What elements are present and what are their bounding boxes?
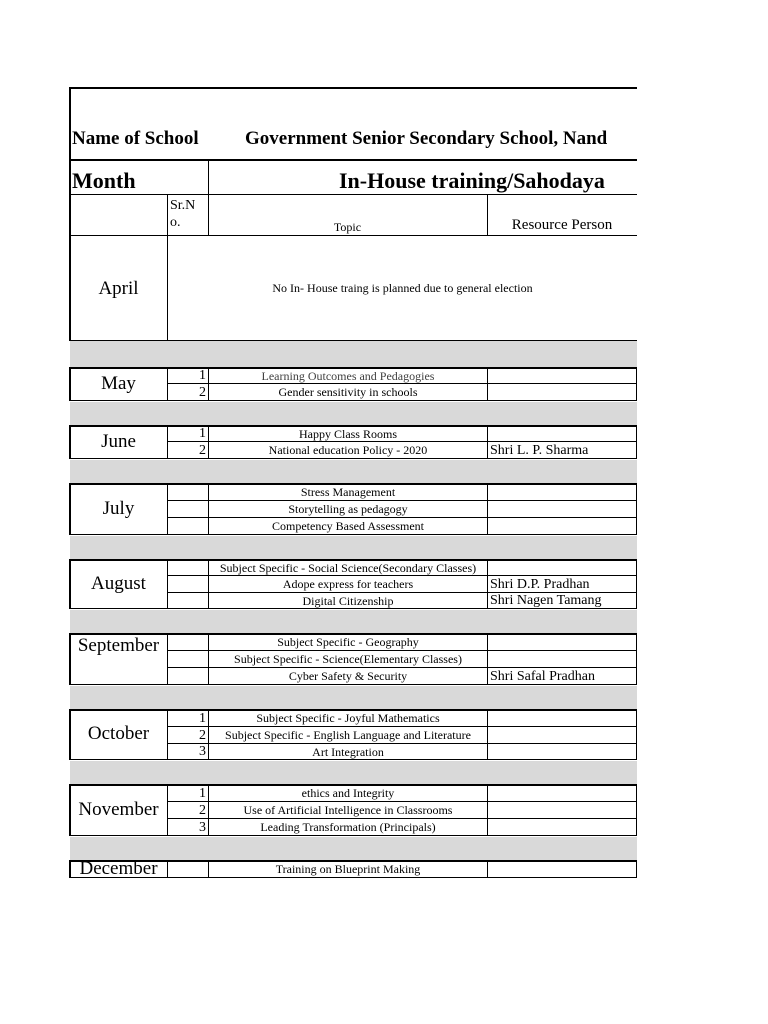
sr-no: 2 bbox=[199, 442, 206, 458]
month-july: July bbox=[102, 497, 135, 519]
topic-cell: Learning Outcomes and Pedagogies bbox=[261, 368, 435, 383]
resource-person-cell bbox=[488, 727, 636, 744]
month-june: June bbox=[101, 430, 136, 452]
topic-cell: Art Integration bbox=[312, 744, 384, 759]
month-september: September bbox=[77, 635, 160, 656]
resource-person-cell bbox=[488, 785, 636, 802]
sr-no: 3 bbox=[199, 744, 206, 759]
sr-no bbox=[168, 651, 208, 668]
month-december: December bbox=[79, 860, 158, 877]
gray-separator bbox=[70, 686, 637, 709]
school-name: Government Senior Secondary School, Nand bbox=[245, 128, 608, 149]
month-november: November bbox=[78, 798, 159, 820]
sr-no: 1 bbox=[199, 368, 206, 383]
resource-person-cell bbox=[488, 484, 636, 501]
sr-no bbox=[168, 861, 208, 878]
resource-person-cell bbox=[488, 744, 636, 760]
gray-separator bbox=[70, 460, 637, 483]
month-october: October bbox=[87, 723, 150, 744]
col-header-resource: Resource Person bbox=[511, 216, 613, 233]
topic-cell: Digital Citizenship bbox=[302, 593, 394, 608]
sr-no: 1 bbox=[199, 710, 206, 726]
month-april: April bbox=[98, 278, 139, 299]
resource-person-cell: Shri Nagen Tamang bbox=[490, 593, 602, 608]
april-note: No In- House traing is planned due to general election bbox=[272, 280, 533, 295]
month-may: May bbox=[101, 372, 136, 394]
topic-cell: Competency Based Assessment bbox=[272, 519, 424, 533]
resource-person-cell: Shri L. P. Sharma bbox=[490, 442, 589, 458]
resource-person-cell: Shri D.P. Pradhan bbox=[490, 576, 590, 592]
sr-no bbox=[168, 501, 208, 518]
resource-person-cell bbox=[488, 384, 636, 401]
col-header-srno: Sr.N o. bbox=[170, 198, 196, 230]
topic-cell: Subject Specific - English Language and Literature bbox=[225, 728, 471, 742]
gray-separator bbox=[70, 837, 637, 860]
gray-separator bbox=[70, 610, 637, 633]
resource-person-cell bbox=[488, 368, 636, 384]
resource-person-cell bbox=[488, 426, 636, 442]
resource-person-cell bbox=[488, 802, 636, 819]
topic-cell: Use of Artificial Intelligence in Classrooms bbox=[243, 803, 453, 817]
resource-person-cell bbox=[488, 710, 636, 727]
sr-no: 2 bbox=[199, 727, 206, 743]
resource-person-cell bbox=[488, 819, 636, 836]
school-label: Name of School bbox=[72, 128, 199, 149]
sr-no: 1 bbox=[199, 426, 206, 441]
topic-cell: National education Policy - 2020 bbox=[268, 443, 428, 457]
topic-cell: Leading Transformation (Principals) bbox=[260, 820, 436, 834]
month-column-label: Month bbox=[72, 168, 136, 193]
topic-cell: Subject Specific - Science(Elementary Classes) bbox=[234, 652, 462, 666]
topic-cell: Subject Specific - Joyful Mathematics bbox=[256, 711, 440, 725]
gray-separator bbox=[70, 536, 637, 559]
sr-no bbox=[168, 484, 208, 501]
month-august: August bbox=[91, 572, 146, 594]
topic-cell: Happy Class Rooms bbox=[298, 426, 397, 441]
sr-no: 2 bbox=[199, 802, 206, 818]
sr-no bbox=[168, 593, 208, 609]
topic-cell: Stress Management bbox=[300, 485, 396, 499]
gray-separator bbox=[70, 341, 637, 367]
resource-person-cell bbox=[488, 560, 636, 576]
resource-person-cell bbox=[488, 861, 636, 878]
gray-separator bbox=[70, 402, 637, 425]
topic-cell: Training on Blueprint Making bbox=[275, 862, 421, 876]
sr-no bbox=[168, 576, 208, 593]
topic-cell: Gender sensitivity in schools bbox=[278, 385, 418, 399]
resource-person-cell: Shri Safal Pradhan bbox=[490, 668, 595, 684]
col-header-topic: Topic bbox=[333, 219, 362, 234]
topic-cell: Subject Specific - Geography bbox=[277, 635, 419, 649]
section-title: In-House training/Sahodaya bbox=[339, 168, 605, 193]
topic-cell: Adope express for teachers bbox=[282, 577, 414, 591]
sr-no bbox=[168, 560, 208, 576]
topic-cell: ethics and Integrity bbox=[301, 786, 395, 800]
topic-cell: Cyber Safety & Security bbox=[288, 669, 408, 683]
resource-person-cell bbox=[488, 634, 636, 651]
sr-no: 1 bbox=[199, 785, 206, 801]
resource-person-cell bbox=[488, 501, 636, 518]
sr-no: 2 bbox=[199, 384, 206, 400]
resource-person-cell bbox=[488, 651, 636, 668]
gray-separator bbox=[70, 761, 637, 784]
resource-person-cell bbox=[488, 518, 636, 535]
topic-cell: Subject Specific - Social Science(Secondary Classes) bbox=[219, 560, 477, 575]
topic-cell: Storytelling as pedagogy bbox=[288, 502, 408, 516]
sr-no: 3 bbox=[199, 819, 206, 835]
sr-no bbox=[168, 518, 208, 535]
sr-no bbox=[168, 668, 208, 685]
sr-no bbox=[168, 634, 208, 651]
